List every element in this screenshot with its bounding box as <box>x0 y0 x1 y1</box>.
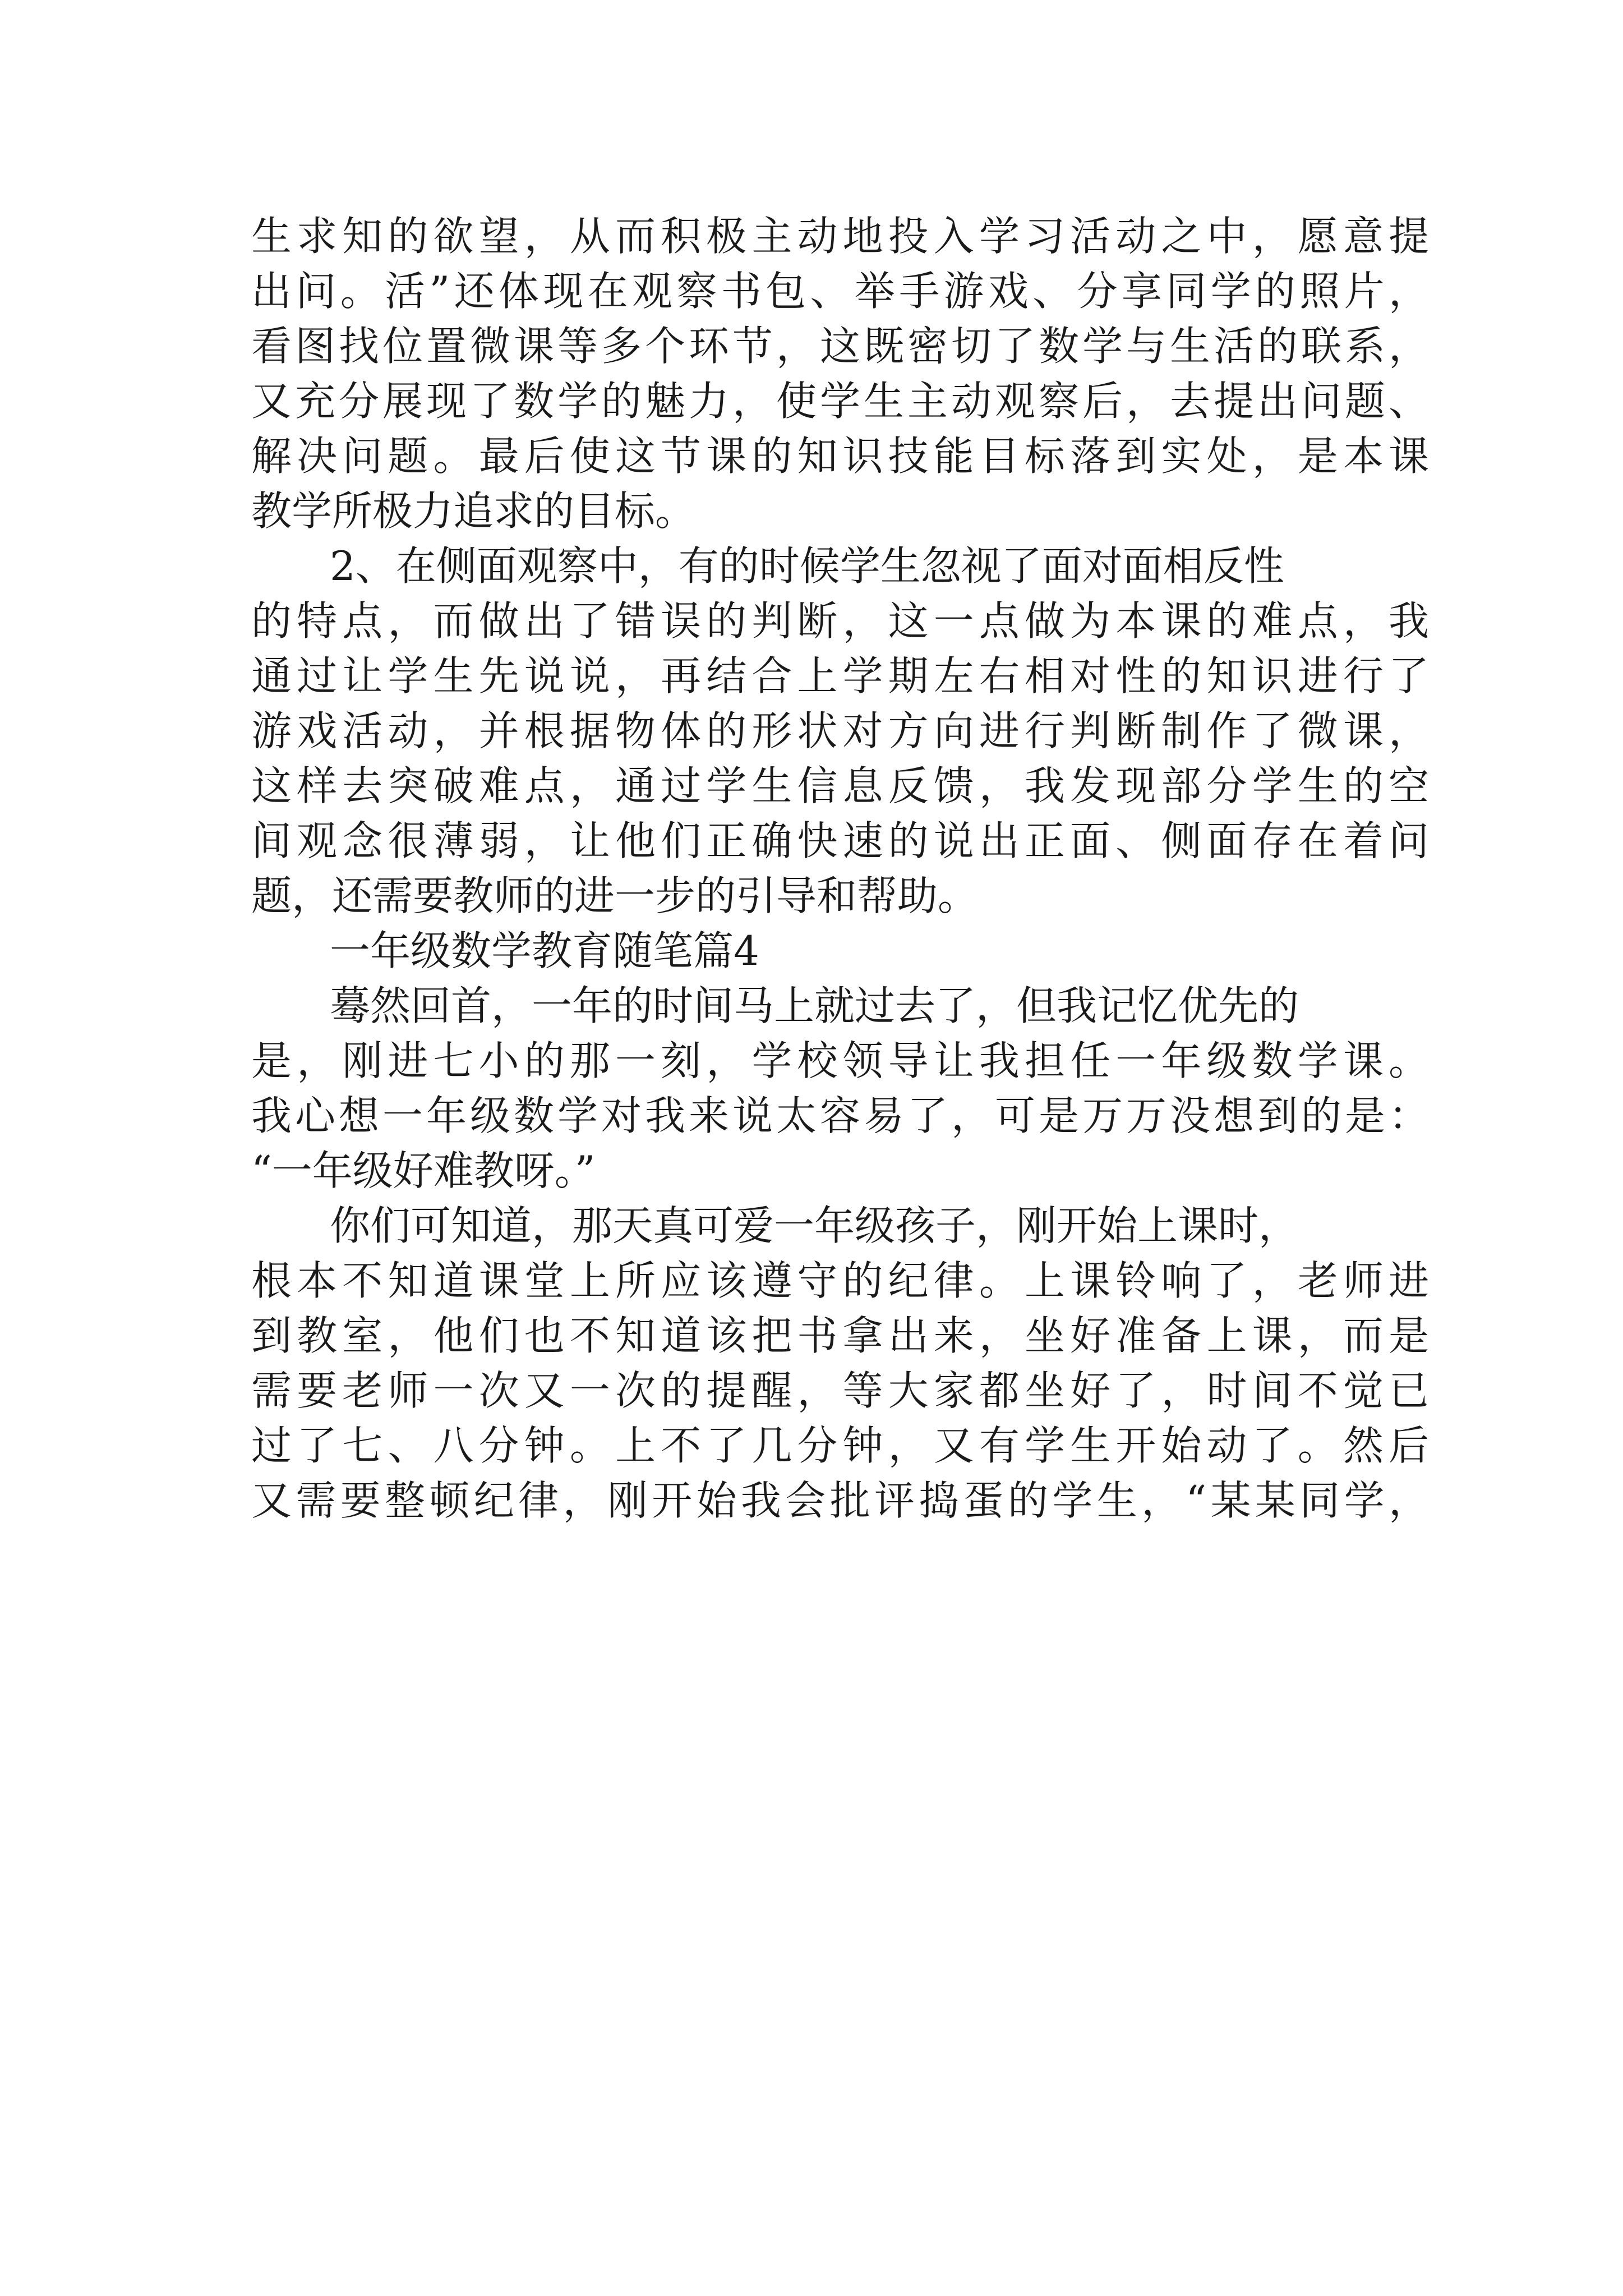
paragraph-line: 是，刚进七小的那一刻，学校领导让我担任一年级数学课。 <box>251 1037 1429 1084</box>
paragraph-line: 我心想一年级数学对我来说太容易了，可是万万没想到的是： <box>251 1092 1429 1139</box>
paragraph-first-line: 2、在侧面观察中，有的时候学生忽视了面对面相反性 <box>330 542 1284 590</box>
paragraph-line: 出问。活”还体现在观察书包、举手游戏、分享同学的照片， <box>251 268 1429 315</box>
paragraph-line: 游戏活动，并根据物体的形状对方向进行判断制作了微课， <box>251 707 1429 754</box>
paragraph-line: “一年级好难教呀。” <box>251 1147 596 1194</box>
paragraph-first-line: 蓦然回首，一年的时间马上就过去了，但我记忆优先的 <box>330 982 1299 1029</box>
paragraph-line: 看图找位置微课等多个环节，这既密切了数学与生活的联系， <box>251 323 1429 370</box>
paragraph-line: 题，还需要教师的进一步的引导和帮助。 <box>251 872 979 919</box>
paragraph-first-line: 你们可知道，那天真可爱一年级孩子，刚开始上课时， <box>330 1202 1299 1249</box>
paragraph-line: 解决问题。最后使这节课的知识技能目标落到实处，是本课 <box>251 432 1429 480</box>
paragraph-line: 又需要整顿纪律，刚开始我会批评捣蛋的学生，“某某同学， <box>251 1477 1429 1524</box>
paragraph-line: 根本不知道课堂上所应该遵守的纪律。上课铃响了，老师进 <box>251 1257 1429 1304</box>
paragraph-line: 通过让学生先说说，再结合上学期左右相对性的知识进行了 <box>251 652 1429 700</box>
section-heading: 一年级数学教育随笔篇4 <box>330 927 759 974</box>
paragraph-line: 过了七、八分钟。上不了几分钟，又有学生开始动了。然后 <box>251 1422 1429 1469</box>
paragraph-line: 间观念很薄弱，让他们正确快速的说出正面、侧面存在着问 <box>251 817 1429 864</box>
paragraph-line: 到教室，他们也不知道该把书拿出来，坐好准备上课，而是 <box>251 1312 1429 1359</box>
paragraph-line: 教学所极力追求的目标。 <box>251 487 696 535</box>
paragraph-line: 这样去突破难点，通过学生信息反馈，我发现部分学生的空 <box>251 762 1429 809</box>
paragraph-line: 的特点，而做出了错误的判断，这一点做为本课的难点，我 <box>251 597 1429 645</box>
paragraph-line: 需要老师一次又一次的提醒，等大家都坐好了，时间不觉已 <box>251 1367 1429 1414</box>
paragraph-line: 又充分展现了数学的魅力，使学生主动观察后，去提出问题、 <box>251 378 1429 425</box>
paragraph-line: 生求知的欲望，从而积极主动地投入学习活动之中，愿意提 <box>251 213 1429 260</box>
document-body-text <box>251 209 1429 1528</box>
